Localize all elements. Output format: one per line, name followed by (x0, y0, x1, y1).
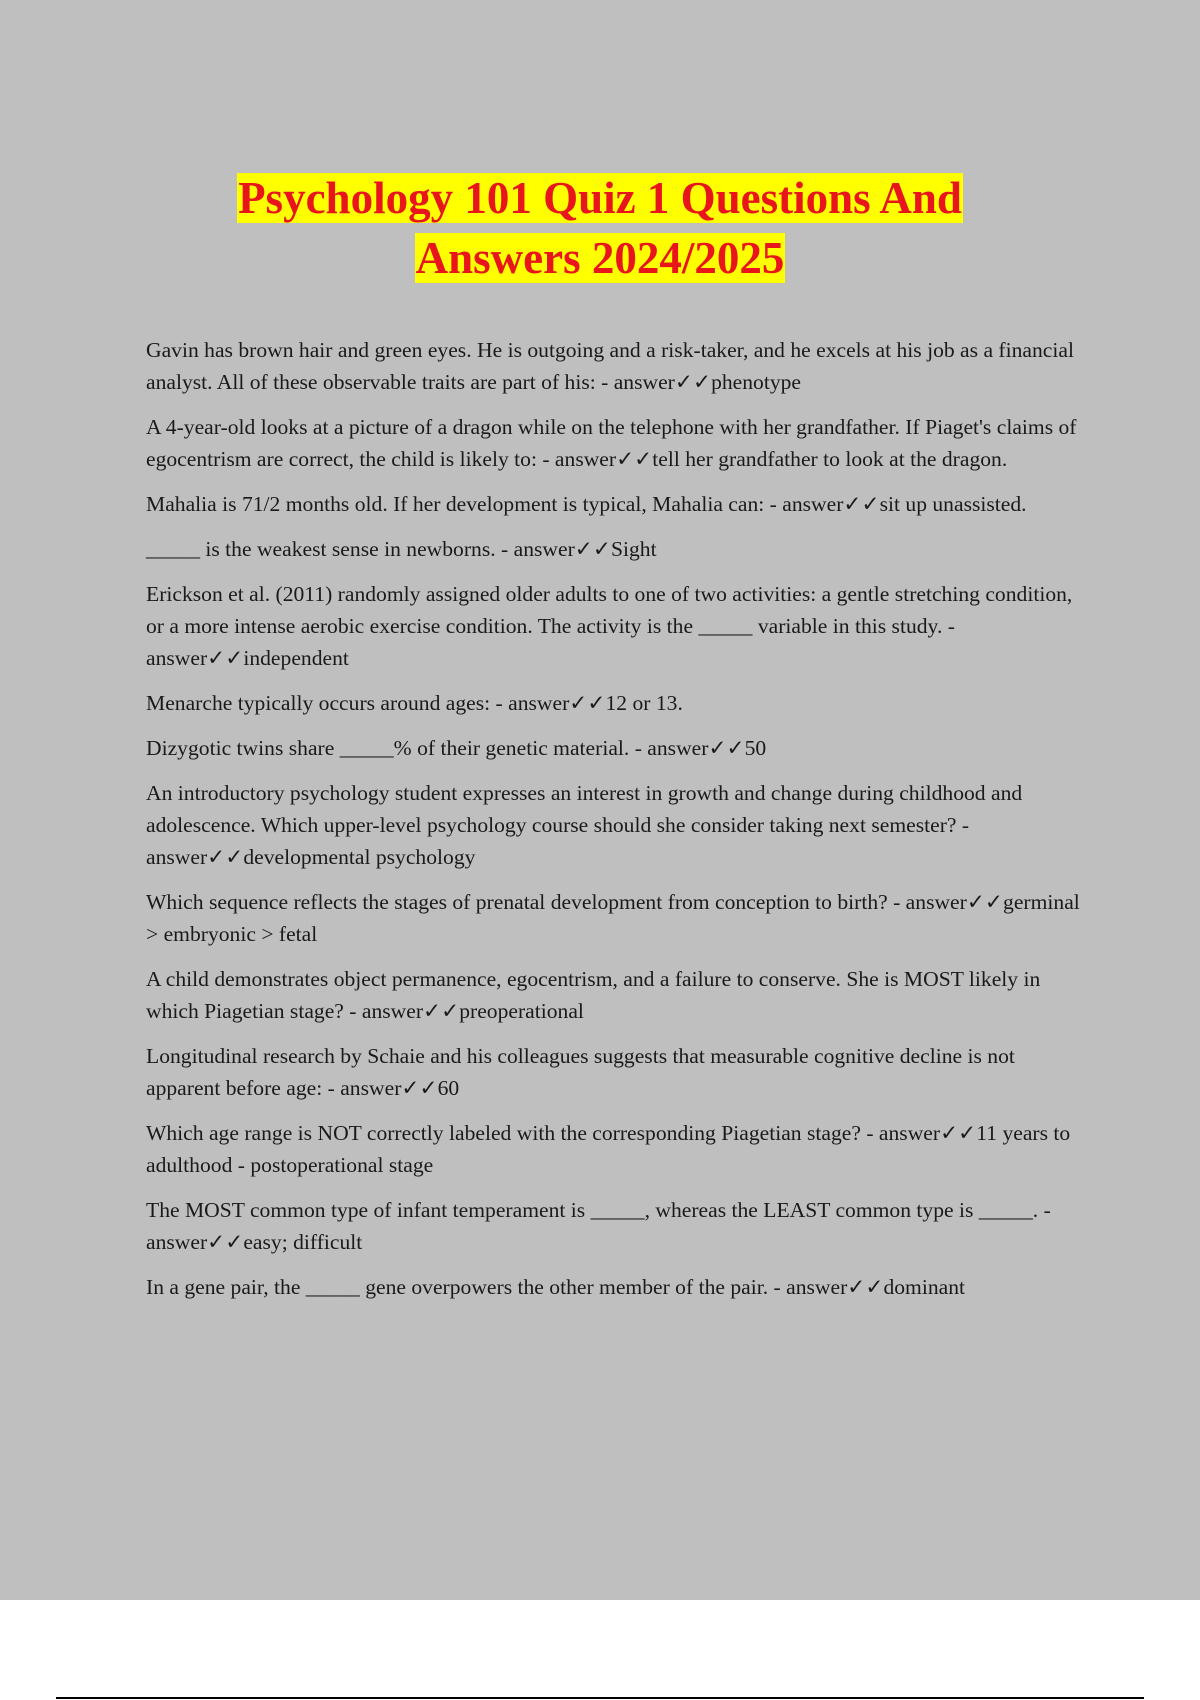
qa-item: The MOST common type of infant temperament is _____, whereas the LEAST common type is _____. - answer✓✓easy; difficult (146, 1198, 1051, 1254)
qa-item: Which age range is NOT correctly labeled with the corresponding Piagetian stage? - answer✓✓11 years to adulthood - postoperational stage (146, 1121, 1071, 1177)
title-line-2: Answers 2024/2025 (415, 233, 785, 283)
qa-item: Which sequence reflects the stages of prenatal development from conception to birth? - answer✓✓germinal > embryonic > fetal (146, 890, 1080, 946)
qa-item: In a gene pair, the _____ gene overpowers the other member of the pair. - answer✓✓dominant (146, 1275, 966, 1299)
qa-item: Erickson et al. (2011) randomly assigned older adults to one of two activities: a gentle stretching condition, or a more intense aerobic exercise condition. The activity is the _____ variable in this study. - answer✓✓independent (146, 582, 1073, 670)
qa-item: Gavin has brown hair and green eyes. He is outgoing and a risk-taker, and he excels at his job as a financial analyst. All of these observable traits are part of his: - answer✓✓phenotype (146, 338, 1074, 394)
question-answer-list (146, 334, 1091, 1316)
qa-item: A child demonstrates object permanence, egocentrism, and a failure to conserve. She is MOST likely in which Piagetian stage? - answer✓✓preoperational (146, 967, 1041, 1023)
qa-item: An introductory psychology student expresses an interest in growth and change during childhood and adolescence. Which upper-level psychology course should she consider taking next semester? - answer✓✓developmental psychology (146, 781, 1023, 869)
qa-item: A 4-year-old looks at a picture of a dragon while on the telephone with her grandfather. If Piaget's claims of egocentrism are correct, the child is likely to: - answer✓✓tell her grandfather to look at the dragon. (146, 415, 1077, 471)
qa-item: _____ is the weakest sense in newborns. - answer✓✓Sight (146, 537, 657, 561)
qa-item: Dizygotic twins share _____% of their genetic material. - answer✓✓50 (146, 736, 767, 760)
qa-item: Mahalia is 71/2 months old. If her development is typical, Mahalia can: - answer✓✓sit up unassisted. (146, 492, 1027, 516)
qa-item: Longitudinal research by Schaie and his colleagues suggests that measurable cognitive decline is not apparent before age: - answer✓✓60 (146, 1044, 1015, 1100)
document-title (0, 168, 1200, 288)
title-line-1: Psychology 101 Quiz 1 Questions And (238, 173, 962, 223)
qa-item: Menarche typically occurs around ages: - answer✓✓12 or 13. (146, 691, 683, 715)
footer-divider (56, 1697, 1144, 1699)
